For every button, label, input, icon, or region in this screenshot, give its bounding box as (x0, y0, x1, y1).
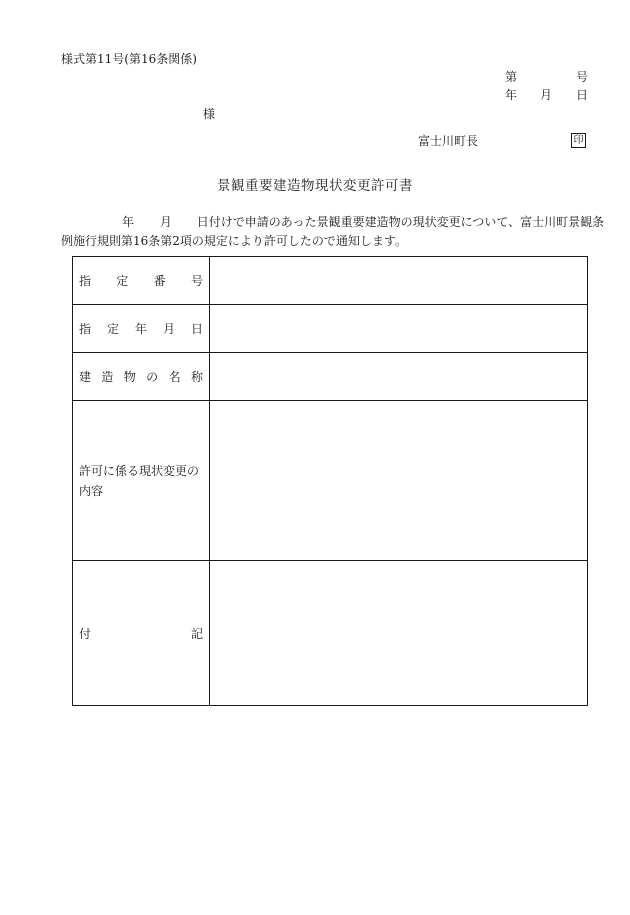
permit-form-table (72, 256, 588, 706)
body-month: 月 (159, 215, 172, 229)
body-year: 年 (122, 215, 135, 229)
label-change-details-text: 許可に係る現状変更の内容 (79, 463, 200, 498)
value-designation-date[interactable] (210, 305, 588, 353)
body-line-2: 例施行規則第16条第2項の規定により許可したので通知します。 (61, 234, 407, 248)
label-char: 指 (79, 322, 92, 336)
table-row (73, 257, 588, 305)
label-notes (73, 561, 210, 706)
table-row (73, 353, 588, 401)
value-change-details[interactable] (210, 401, 588, 561)
doc-number-prefix: 第 (505, 70, 518, 84)
label-char: 物 (123, 370, 136, 384)
doc-number-suffix: 号 (576, 70, 589, 84)
label-change-details (73, 401, 210, 561)
value-building-name[interactable] (210, 353, 588, 401)
label-char: 称 (190, 370, 203, 384)
label-char: 建 (79, 370, 92, 384)
value-designation-number[interactable] (210, 257, 588, 305)
body-line-1 (61, 216, 604, 228)
label-char: 名 (168, 370, 181, 384)
seal-mark: 印 (571, 133, 586, 148)
label-char: 日 (190, 322, 203, 336)
value-notes[interactable] (210, 561, 588, 706)
label-char: 指 (79, 274, 92, 288)
table-row (73, 305, 588, 353)
date-day: 日 (576, 88, 589, 102)
label-char: 番 (153, 274, 166, 288)
issuer-name: 富士川町長 (418, 134, 479, 148)
form-number: 様式第11号(第16条関係) (61, 52, 197, 66)
label-char: 定 (116, 274, 129, 288)
table-row (73, 401, 588, 561)
label-char: 定 (106, 322, 119, 336)
label-char: の (146, 370, 159, 384)
label-designation-date (73, 305, 210, 353)
label-char: 付 (79, 626, 92, 641)
date-year: 年 (505, 88, 518, 102)
label-building-name (73, 353, 210, 401)
date-month: 月 (540, 88, 553, 102)
label-char: 造 (101, 370, 114, 384)
label-designation-number (73, 257, 210, 305)
addressee-suffix: 様 (203, 107, 216, 121)
body-text-1: 日付けで申請のあった景観重要建造物の現状変更について、富士川町景観条 (196, 215, 605, 229)
label-char: 号 (190, 274, 203, 288)
label-char: 記 (190, 626, 203, 641)
document-title: 景観重要建造物現状変更許可書 (217, 178, 413, 194)
label-char: 年 (134, 322, 147, 336)
label-char: 月 (162, 322, 175, 336)
table-row (73, 561, 588, 706)
